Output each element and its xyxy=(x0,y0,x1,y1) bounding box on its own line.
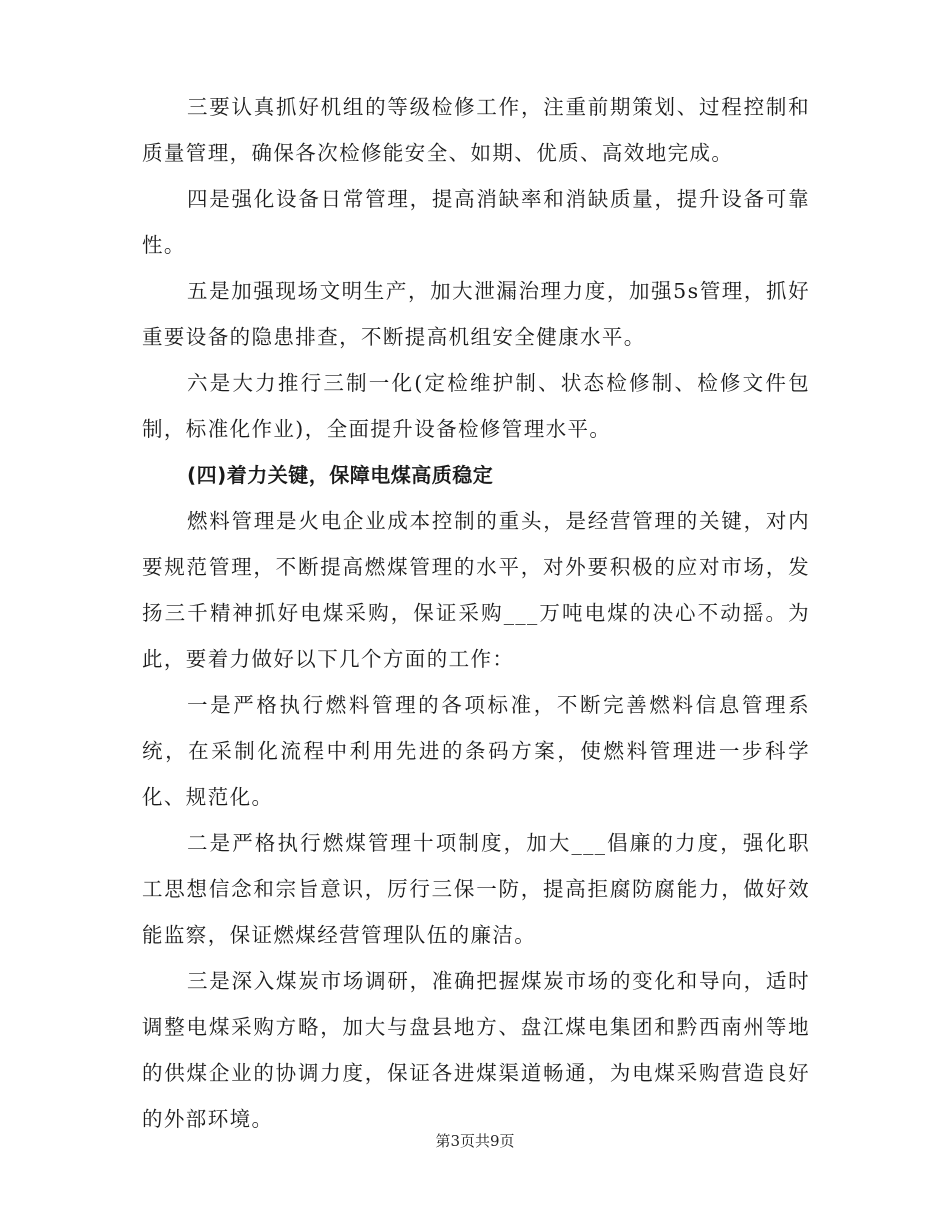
section-heading: (四)着力关键，保障电煤高质稳定 xyxy=(187,463,494,487)
paragraph-maintenance: 三要认真抓好机组的等级检修工作，注重前期策划、过程控制和质量管理，确保各次检修能安全、如期、优质、高效地完成。 xyxy=(142,95,810,165)
page-number: 第3页共9页 xyxy=(435,1132,515,1150)
paragraph-fuel-standards: 一是严格执行燃料管理的各项标准，不断完善燃料信息管理系统，在采制化流程中利用先进的条码方案，使燃料管理进一步科学化、规范化。 xyxy=(142,693,810,809)
document-body xyxy=(142,84,810,1142)
paragraph-market-research: 三是深入煤炭市场调研，准确把握煤炭市场的变化和导向，适时调整电煤采购方略，加大与盘县地方、盘江煤电集团和黔西南州等地的供煤企业的协调力度，保证各进煤渠道畅通，为电煤采购营造良好的外部环境。 xyxy=(142,969,810,1131)
paragraph-fuel-management: 燃料管理是火电企业成本控制的重头，是经营管理的关键，对内要规范管理，不断提高燃煤管理的水平，对外要积极的应对市场，发扬三千精神抓好电煤采购，保证采购___万吨电煤的决心不动摇。为此，要着力做好以下几个方面的工作： xyxy=(142,509,810,671)
paragraph-equipment-management: 四是强化设备日常管理，提高消缺率和消缺质量，提升设备可靠性。 xyxy=(142,187,810,257)
paragraph-coal-regulations: 二是严格执行燃煤管理十项制度，加大___倡廉的力度，强化职工思想信念和宗旨意识，厉行三保一防，提高拒腐防腐能力，做好效能监察，保证燃煤经营管理队伍的廉洁。 xyxy=(142,831,810,947)
paragraph-three-systems: 六是大力推行三制一化(定检维护制、状态检修制、检修文件包制，标准化作业)，全面提升设备检修管理水平。 xyxy=(142,371,810,441)
paragraph-site-production: 五是加强现场文明生产，加大泄漏治理力度，加强5s管理，抓好重要设备的隐患排查，不断提高机组安全健康水平。 xyxy=(142,279,810,349)
